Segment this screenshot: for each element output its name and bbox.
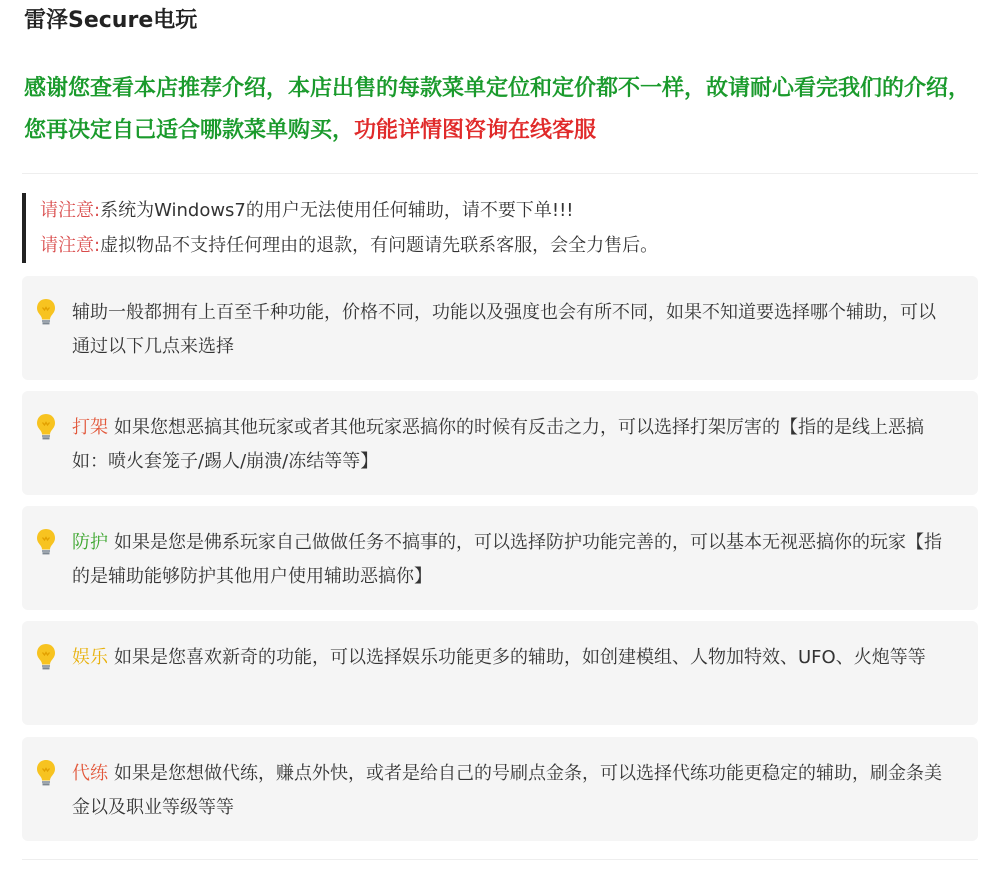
notice-line bbox=[40, 228, 658, 263]
intro-paragraph bbox=[24, 68, 974, 152]
tip-card-boost bbox=[22, 737, 978, 841]
intro-text: 感谢您查看本店推荐介绍，本店出售的每款菜单定位和定价都不一样，故请耐心看完我们的介绍，您再决定自己适合哪款菜单购买， bbox=[24, 76, 971, 143]
lightbulb-icon bbox=[35, 528, 57, 556]
notice-text: 系统为Windows7的用户无法使用任何辅助，请不要下单!!! bbox=[100, 200, 574, 221]
tip-card-protect bbox=[22, 506, 978, 610]
tip-label-fight: 打架 bbox=[72, 417, 108, 438]
tip-label-fun: 娱乐 bbox=[72, 647, 108, 668]
notice-block bbox=[22, 193, 658, 263]
tip-card-fun bbox=[22, 621, 978, 725]
lightbulb-icon bbox=[35, 298, 57, 326]
divider bbox=[22, 173, 978, 174]
tip-card-fight bbox=[22, 391, 978, 495]
divider bbox=[22, 859, 978, 860]
lightbulb-icon bbox=[35, 759, 57, 787]
lightbulb-icon bbox=[35, 643, 57, 671]
intro-highlight: 功能详情图咨询在线客服 bbox=[354, 118, 597, 143]
tip-text: 辅助一般都拥有上百至千种功能，价格不同，功能以及强度也会有所不同，如果不知道要选择哪个辅助，可以通过以下几点来选择 bbox=[72, 302, 936, 357]
notice-label: 请注意: bbox=[40, 200, 101, 221]
tip-text: 如果是您想做代练，赚点外快，或者是给自己的号刷点金条，可以选择代练功能更稳定的辅助，刷金条美金以及职业等级等等 bbox=[72, 763, 942, 818]
tip-text: 如果您想恶搞其他玩家或者其他玩家恶搞你的时候有反击之力，可以选择打架厉害的【指的是线上恶搞如：喷火套笼子/踢人/崩溃/冻结等等】 bbox=[72, 417, 924, 472]
tip-label-boost: 代练 bbox=[72, 763, 108, 784]
tip-label-protect: 防护 bbox=[72, 532, 108, 553]
notice-text: 虚拟物品不支持任何理由的退款，有问题请先联系客服，会全力售后。 bbox=[100, 235, 659, 256]
shop-title: 雷泽Secure电玩 bbox=[24, 8, 198, 33]
tip-card-general bbox=[22, 276, 978, 380]
tip-text: 如果是您是佛系玩家自己做做任务不搞事的，可以选择防护功能完善的，可以基本无视恶搞你的玩家【指的是辅助能够防护其他用户使用辅助恶搞你】 bbox=[72, 532, 942, 587]
notice-line bbox=[40, 193, 658, 228]
tip-text: 如果是您喜欢新奇的功能，可以选择娱乐功能更多的辅助，如创建模组、人物加特效、UFO、火炮等等 bbox=[114, 647, 926, 668]
notice-label: 请注意: bbox=[40, 235, 101, 256]
lightbulb-icon bbox=[35, 413, 57, 441]
